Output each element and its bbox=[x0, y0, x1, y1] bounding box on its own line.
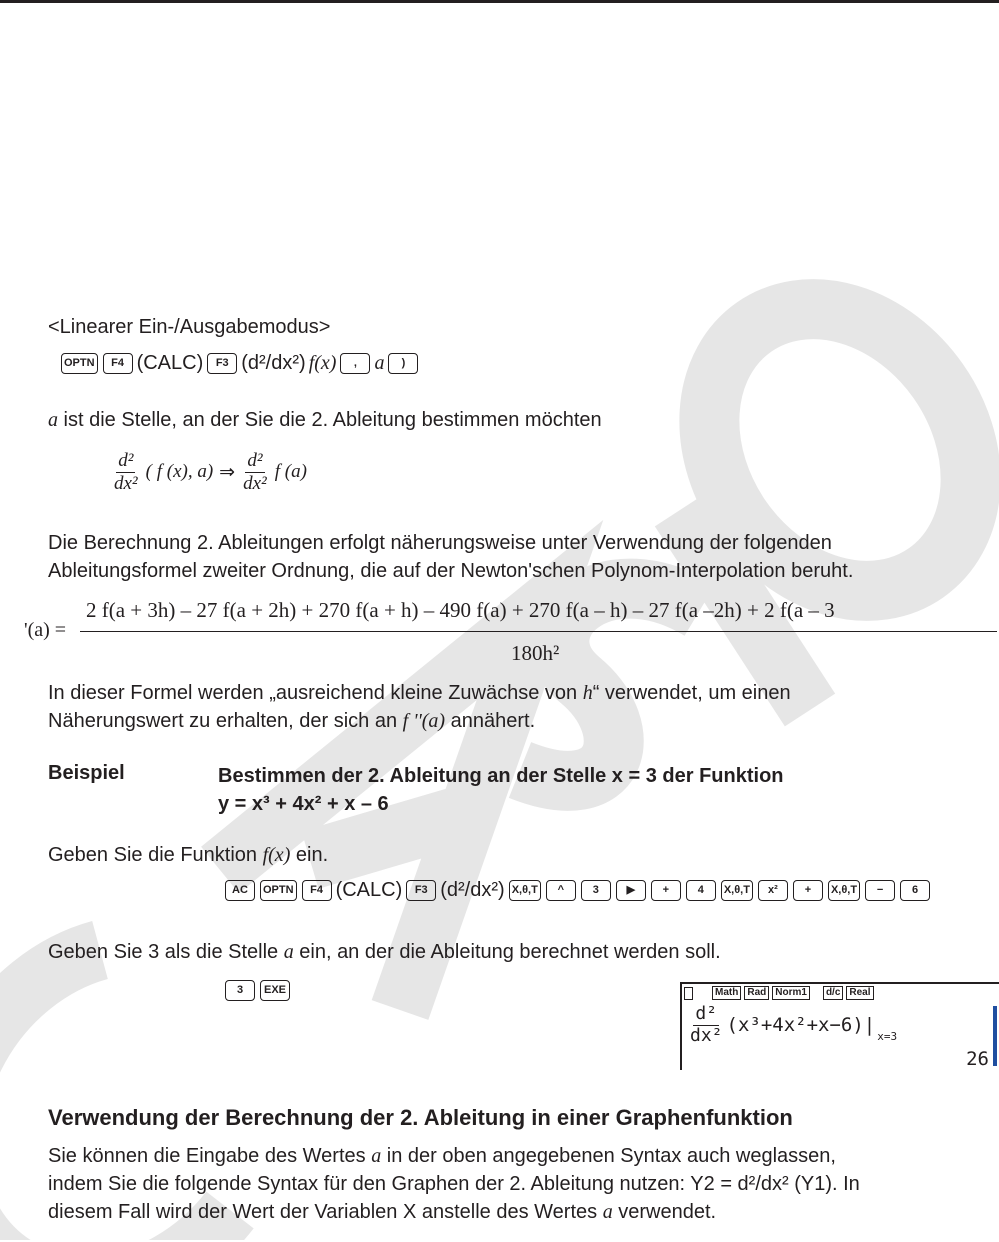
calc-label: (CALC) bbox=[136, 352, 204, 374]
step1-key-12: X,θ,T bbox=[721, 880, 753, 901]
step2-key-1: EXE bbox=[260, 980, 290, 1001]
formula-fraction-bar bbox=[80, 631, 997, 632]
step1-key-9: ▶ bbox=[616, 880, 646, 901]
d2dx2-label: (d²/dx²) bbox=[241, 352, 306, 374]
step1-key-sequence bbox=[224, 879, 931, 902]
mode-header: <Linearer Ein-/Ausgabemodus> bbox=[48, 316, 331, 338]
step1-key-13: x² bbox=[758, 880, 788, 901]
step1-key-0: AC bbox=[225, 880, 255, 901]
step1-key-11: 4 bbox=[686, 880, 716, 901]
notation-right-fraction: $\frac{\text{d²}}{\text{dx²}}$ bbox=[243, 450, 267, 494]
notation-left-fraction: $\frac{\text{d²}}{\text{dx²}}$ bbox=[114, 450, 138, 494]
step1-key-15: X,θ,T bbox=[828, 880, 860, 901]
section-paragraph: Sie können die Eingabe des Wertes a in der oben angegebenen Syntax auch weglassen, indem Sie die folgende Syntax für den Graphen der 2. Ableitung nutzen: Y2 = d²/dx² (Y1). In diesem Fall wird der Wert der Variablen X anstelle des Wertes a verwendet. bbox=[48, 1145, 860, 1223]
step2-text: Geben Sie 3 als die Stelle a ein, an der die Ableitung berechnet werden soll. bbox=[48, 941, 721, 963]
step1-key-3: (CALC) bbox=[335, 879, 403, 901]
casio-watermark bbox=[0, 250, 999, 1240]
step1-key-17: 6 bbox=[900, 880, 930, 901]
screen-scrollbar bbox=[993, 1006, 997, 1066]
status-bar bbox=[684, 986, 874, 1000]
formula-note: In dieser Formel werden „ausreichend kleine Zuwächse von h“ verwendet, um einen Näherungswert zu erhalten, der sich an f ''(a) annähert. bbox=[48, 682, 791, 732]
status-tag: Rad bbox=[744, 986, 769, 1000]
f4-key: F4 bbox=[103, 353, 133, 374]
optn-key: OPTN bbox=[61, 353, 98, 374]
step2-key-0: 3 bbox=[225, 980, 255, 1001]
section-heading: Verwendung der Berechnung der 2. Ableitung in einer Graphenfunktion bbox=[48, 1105, 793, 1130]
step1-key-2: F4 bbox=[302, 880, 332, 901]
top-rule bbox=[0, 0, 999, 3]
step1-key-10: + bbox=[651, 880, 681, 901]
step1-key-7: ^ bbox=[546, 880, 576, 901]
comma-key: , bbox=[340, 353, 370, 374]
paren-key: ) bbox=[388, 353, 418, 374]
formula-lhs: '(a) = bbox=[24, 619, 67, 641]
syntax-key-row bbox=[60, 352, 419, 375]
formula-denominator: 180h² bbox=[511, 641, 560, 665]
derivative-notation: $\frac{\text{d²}}{\text{dx²}}$ ( f (x), a) ⇒ $\frac{\text{d²}}{\text{dx²}}$ f (a) bbox=[114, 450, 307, 494]
a-description: a ist die Stelle, an der Sie die 2. Ableitung bestimmen möchten bbox=[48, 409, 602, 431]
status-tag: d/c bbox=[823, 986, 843, 1000]
example-label: Beispiel bbox=[48, 762, 125, 784]
example-text: Bestimmen der 2. Ableitung an der Stelle x = 3 der Funktion y = x³ + 4x² + x – 6 bbox=[218, 765, 784, 815]
status-tag: Real bbox=[846, 986, 873, 1000]
step1-key-6: X,θ,T bbox=[509, 880, 541, 901]
step1-key-4: F3 bbox=[406, 880, 436, 901]
formula-numerator: 2 f(a + 3h) – 27 f(a + 2h) + 270 f(a + h) – 490 f(a) + 270 f(a – h) – 27 f(a –2h) + 2 f(a – 3 bbox=[86, 598, 835, 622]
fx-label: f(x) bbox=[308, 352, 337, 374]
step1-text: Geben Sie die Funktion f(x) ein. bbox=[48, 844, 329, 866]
step1-key-16: − bbox=[865, 880, 895, 901]
explanation-paragraph: Die Berechnung 2. Ableitungen erfolgt näherungsweise unter Verwendung der folgenden Ableitungsformel zweiter Ordnung, die auf der Newton'schen Polynom-Interpolation beruht. bbox=[48, 532, 854, 582]
calculator-screen bbox=[680, 982, 999, 1070]
screen-result: 26 bbox=[966, 1048, 989, 1070]
step1-key-1: OPTN bbox=[260, 880, 297, 901]
status-tag: Math bbox=[712, 986, 741, 1000]
step1-key-14: + bbox=[793, 880, 823, 901]
step1-key-8: 3 bbox=[581, 880, 611, 901]
screen-expression: $\frac{\text{d²}}{\text{dx²}}$ (x³+4x²+x−6)| x=3 bbox=[690, 1003, 898, 1046]
step2-key-sequence bbox=[224, 980, 291, 1001]
step1-key-5: (d²/dx²) bbox=[440, 879, 505, 901]
battery-icon bbox=[684, 987, 693, 1000]
status-tag: Norm1 bbox=[772, 986, 810, 1000]
f3-key: F3 bbox=[207, 353, 237, 374]
a-label: a bbox=[374, 352, 385, 374]
